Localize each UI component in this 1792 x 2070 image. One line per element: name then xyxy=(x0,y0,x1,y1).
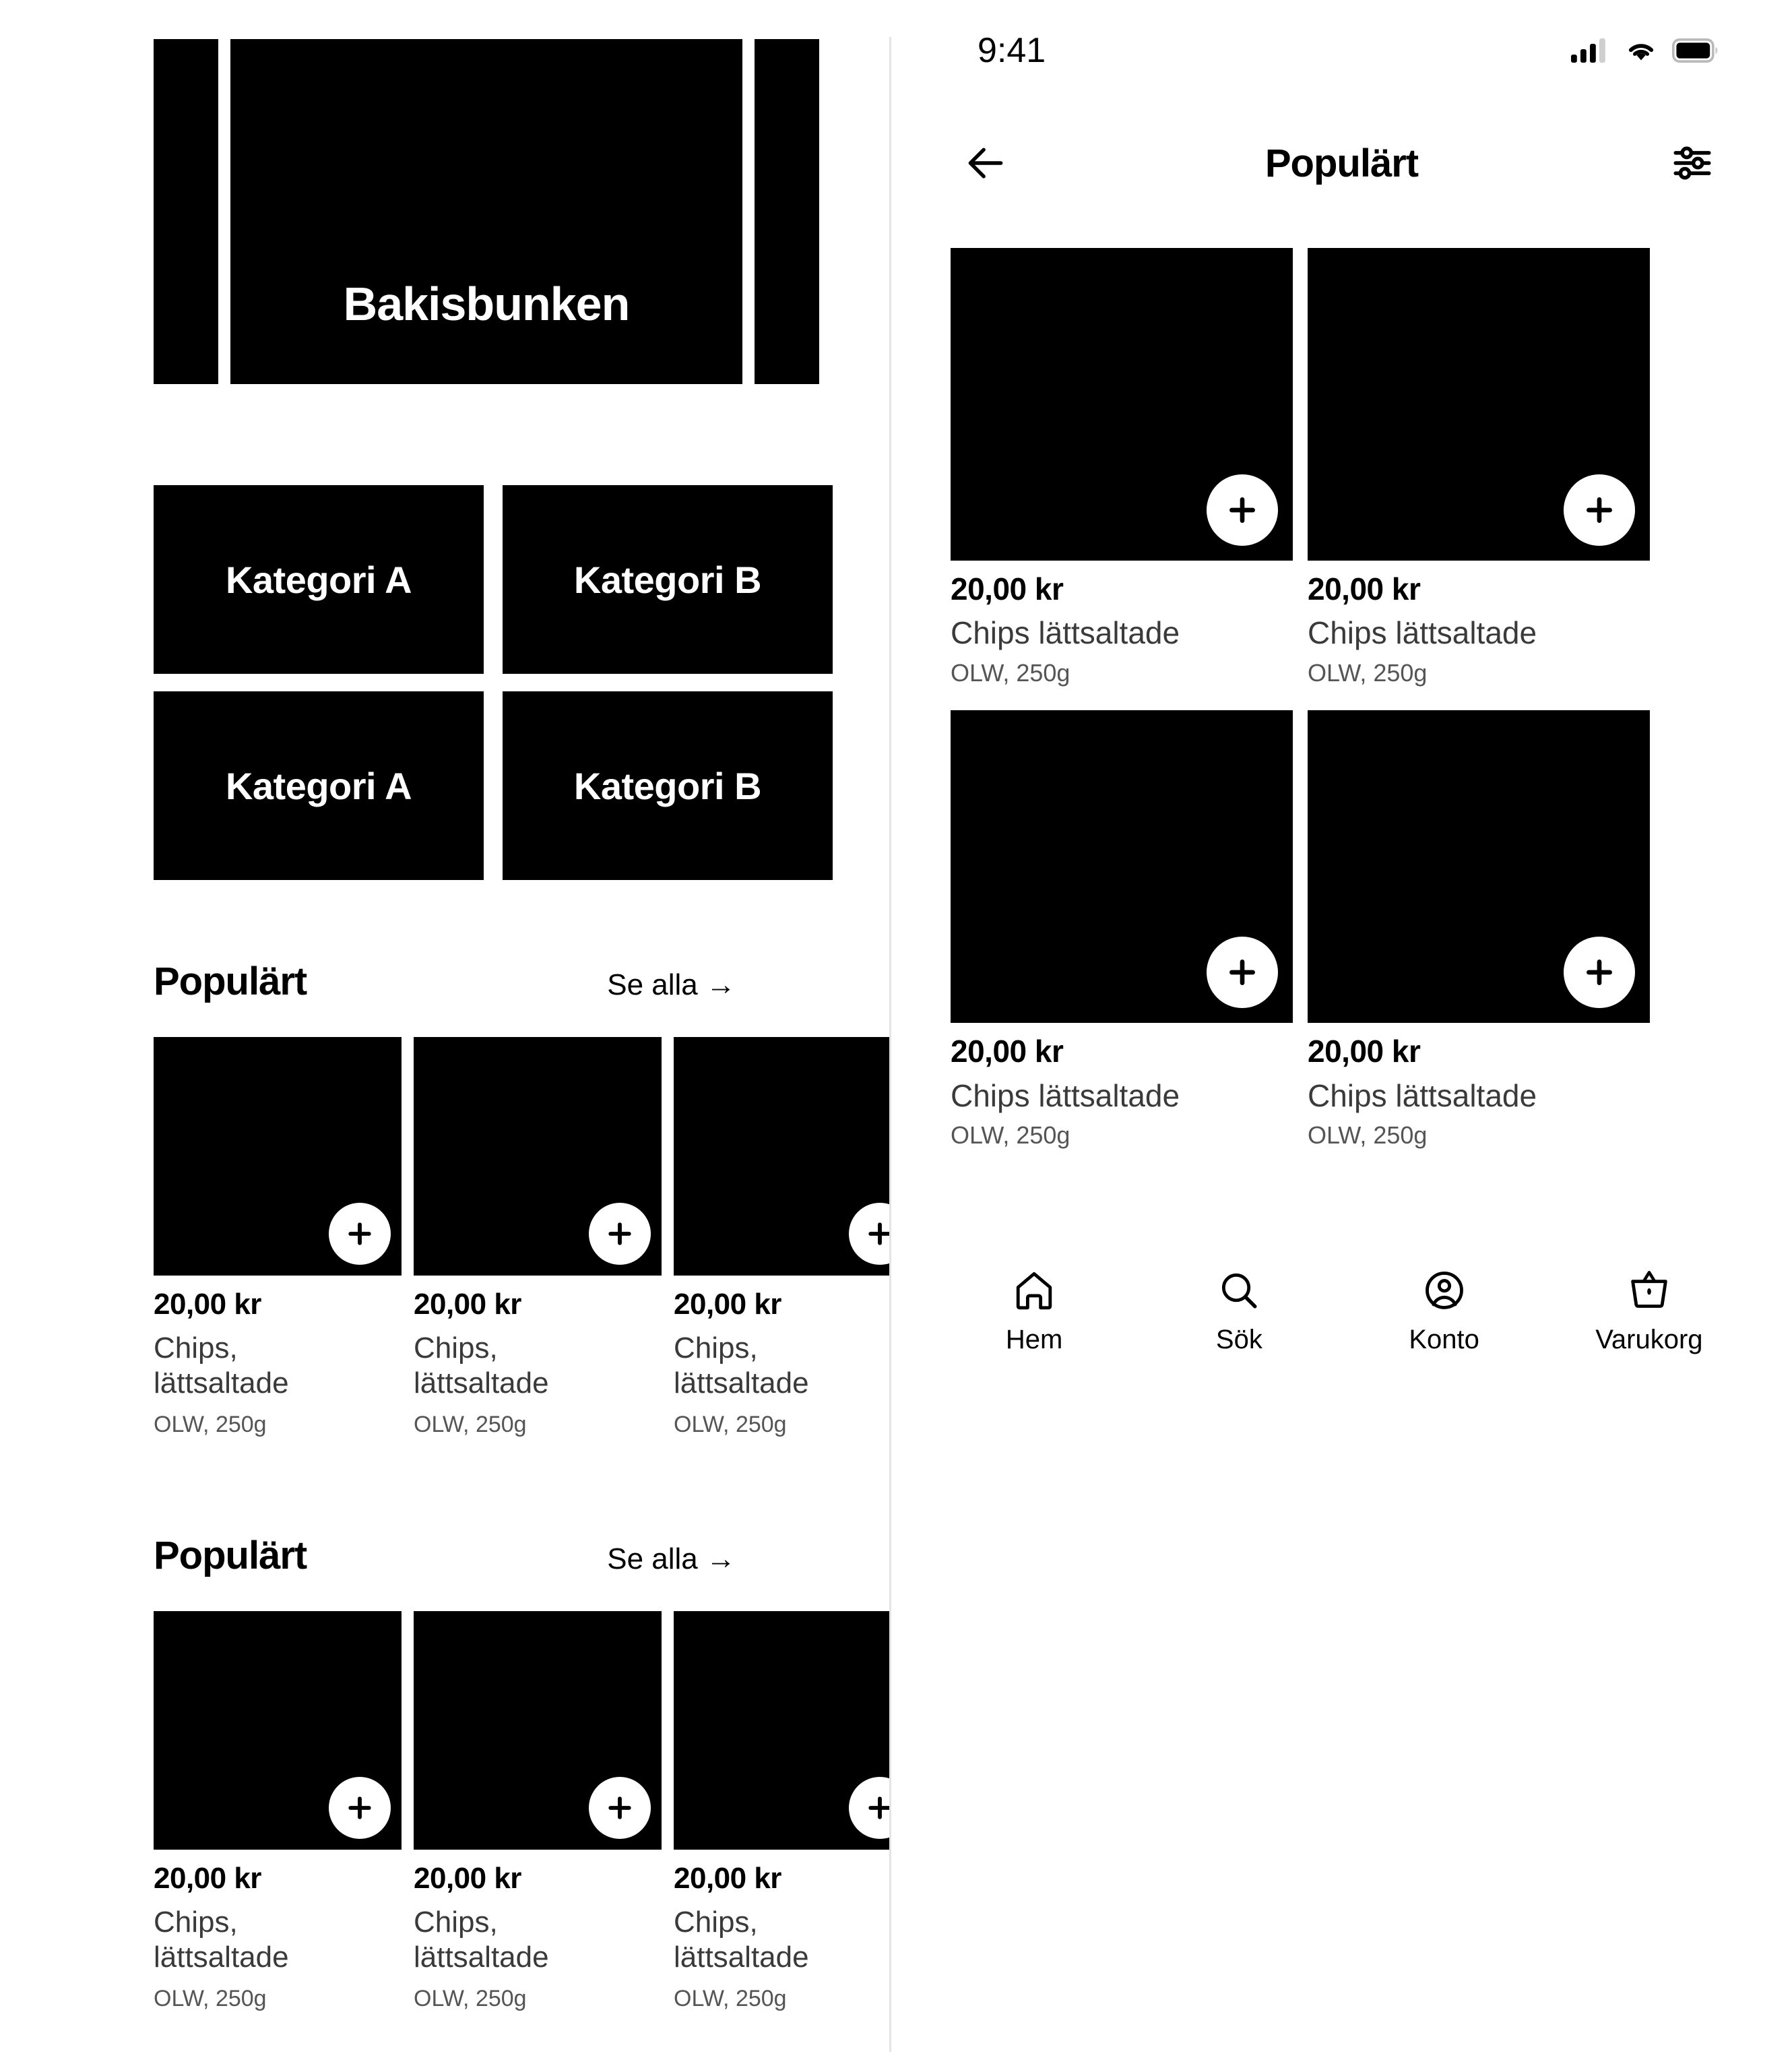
product-card[interactable] xyxy=(674,1037,889,1438)
plus-icon xyxy=(1582,493,1616,527)
filter-sliders-icon xyxy=(1670,141,1715,185)
category-tile-b1[interactable] xyxy=(503,485,833,674)
product-name: Chips, lättsaltade xyxy=(414,1906,549,1974)
product-image xyxy=(414,1611,662,1850)
add-to-cart-button[interactable] xyxy=(1207,937,1278,1008)
plus-icon xyxy=(1225,493,1259,527)
popular-section-1 xyxy=(0,962,889,1438)
product-image xyxy=(674,1037,889,1276)
hero-title: Bakisbunken xyxy=(343,278,630,330)
product-card[interactable] xyxy=(414,1611,662,2012)
home-screen-panel xyxy=(0,0,889,2070)
arrow-left-icon xyxy=(963,140,1009,186)
product-name: Chips lättsaltade xyxy=(951,615,1180,651)
section-title: Populärt xyxy=(154,1534,307,1577)
product-name: Chips, lättsaltade xyxy=(414,1331,549,1400)
see-all-link[interactable]: Se alla → xyxy=(607,968,736,1001)
add-to-cart-button[interactable] xyxy=(849,1203,889,1265)
status-icon-group xyxy=(1571,37,1718,64)
product-card[interactable] xyxy=(951,710,1293,1148)
product-name: Chips, lättsaltade xyxy=(154,1906,289,1974)
product-name: Chips lättsaltade xyxy=(1308,615,1537,651)
product-price: 20,00 kr xyxy=(414,1288,521,1321)
filter-button[interactable] xyxy=(1665,136,1719,190)
product-name: Chips lättsaltade xyxy=(1308,1077,1537,1113)
product-price: 20,00 kr xyxy=(951,1034,1064,1069)
popular-section-2 xyxy=(0,1536,889,2012)
category-label: Kategori B xyxy=(573,764,762,807)
product-name: Chips, lättsaltade xyxy=(674,1906,809,1974)
product-name: Chips, lättsaltade xyxy=(154,1331,289,1400)
tab-sok[interactable] xyxy=(1161,1267,1316,1353)
section-title: Populärt xyxy=(154,960,307,1003)
product-price: 20,00 kr xyxy=(951,571,1064,606)
wifi-icon xyxy=(1624,37,1659,64)
product-meta: OLW, 250g xyxy=(951,658,1070,687)
plus-icon xyxy=(345,1219,375,1249)
status-time: 9:41 xyxy=(978,31,1046,70)
product-image xyxy=(414,1037,662,1276)
category-grid xyxy=(154,485,847,880)
plus-icon xyxy=(865,1219,889,1249)
navigation-bar xyxy=(891,123,1792,203)
plus-icon xyxy=(345,1793,375,1823)
account-circle-icon xyxy=(1421,1267,1467,1314)
section-header xyxy=(0,1536,889,1576)
search-icon xyxy=(1216,1267,1262,1314)
product-meta: OLW, 250g xyxy=(154,1986,267,2011)
product-image xyxy=(951,248,1293,561)
plus-icon xyxy=(1225,955,1259,989)
product-price: 20,00 kr xyxy=(674,1288,781,1321)
product-name: Chips lättsaltade xyxy=(951,1077,1180,1113)
product-card[interactable] xyxy=(414,1037,662,1438)
product-image xyxy=(1308,710,1650,1023)
basket-icon xyxy=(1626,1267,1672,1314)
product-grid xyxy=(951,248,1739,1149)
product-meta: OLW, 250g xyxy=(951,1121,1070,1150)
product-price: 20,00 kr xyxy=(1308,1034,1421,1069)
product-meta: OLW, 250g xyxy=(674,1986,787,2011)
product-rail[interactable] xyxy=(0,1037,889,1438)
product-meta: OLW, 250g xyxy=(154,1412,267,1437)
tab-hem[interactable] xyxy=(957,1267,1112,1353)
tab-label: Sök xyxy=(1215,1325,1262,1354)
bottom-tab-bar xyxy=(891,1261,1792,1403)
tab-label: Hem xyxy=(1005,1325,1063,1354)
see-all-link[interactable]: Se alla → xyxy=(607,1542,736,1575)
category-label: Kategori A xyxy=(225,764,412,807)
product-meta: OLW, 250g xyxy=(414,1986,527,2011)
plus-icon xyxy=(605,1219,635,1249)
popular-screen-panel xyxy=(891,0,1792,2070)
product-price: 20,00 kr xyxy=(1308,571,1421,606)
hero-slide-next[interactable] xyxy=(755,39,819,384)
add-to-cart-button[interactable] xyxy=(1564,937,1635,1008)
product-price: 20,00 kr xyxy=(154,1862,261,1895)
plus-icon xyxy=(1582,955,1616,989)
add-to-cart-button[interactable] xyxy=(589,1777,651,1839)
product-price: 20,00 kr xyxy=(414,1862,521,1895)
tab-konto[interactable] xyxy=(1367,1267,1522,1353)
product-meta: OLW, 250g xyxy=(1308,1121,1428,1150)
category-label: Kategori B xyxy=(573,558,762,601)
product-card[interactable] xyxy=(154,1611,402,2012)
product-image xyxy=(154,1611,402,1850)
signal-bars-icon xyxy=(1571,37,1610,64)
add-to-cart-button[interactable] xyxy=(589,1203,651,1265)
product-price: 20,00 kr xyxy=(154,1288,261,1321)
product-image xyxy=(951,710,1293,1023)
product-card[interactable] xyxy=(674,1611,889,2012)
hero-slide-prev[interactable] xyxy=(154,39,218,384)
category-label: Kategori A xyxy=(225,558,412,601)
plus-icon xyxy=(865,1793,889,1823)
tab-varukorg[interactable] xyxy=(1572,1267,1727,1353)
product-meta: OLW, 250g xyxy=(414,1412,527,1437)
product-image xyxy=(674,1611,889,1850)
product-rail[interactable] xyxy=(0,1611,889,2012)
section-header xyxy=(0,962,889,1002)
battery-full-icon xyxy=(1672,38,1718,63)
tab-label: Varukorg xyxy=(1595,1325,1703,1354)
page-title: Populärt xyxy=(1265,141,1419,185)
product-card[interactable] xyxy=(1308,710,1650,1148)
home-icon xyxy=(1011,1267,1057,1314)
hero-carousel[interactable] xyxy=(0,39,889,389)
product-card[interactable] xyxy=(951,248,1293,686)
tab-label: Konto xyxy=(1409,1325,1479,1354)
category-tile-a1[interactable] xyxy=(154,485,484,674)
hero-slide-current[interactable] xyxy=(230,39,742,384)
add-to-cart-button[interactable] xyxy=(1207,474,1278,546)
add-to-cart-button[interactable] xyxy=(849,1777,889,1839)
product-meta: OLW, 250g xyxy=(1308,658,1428,687)
product-image xyxy=(154,1037,402,1276)
back-button[interactable] xyxy=(959,136,1013,190)
plus-icon xyxy=(605,1793,635,1823)
product-card[interactable] xyxy=(1308,248,1650,686)
product-name: Chips, lättsaltade xyxy=(674,1331,809,1400)
category-tile-a2[interactable] xyxy=(154,691,484,880)
product-card[interactable] xyxy=(154,1037,402,1438)
category-tile-b2[interactable] xyxy=(503,691,833,880)
product-price: 20,00 kr xyxy=(674,1862,781,1895)
status-bar xyxy=(891,0,1792,101)
product-meta: OLW, 250g xyxy=(674,1412,787,1437)
add-to-cart-button[interactable] xyxy=(329,1777,391,1839)
product-image xyxy=(1308,248,1650,561)
add-to-cart-button[interactable] xyxy=(1564,474,1635,546)
add-to-cart-button[interactable] xyxy=(329,1203,391,1265)
